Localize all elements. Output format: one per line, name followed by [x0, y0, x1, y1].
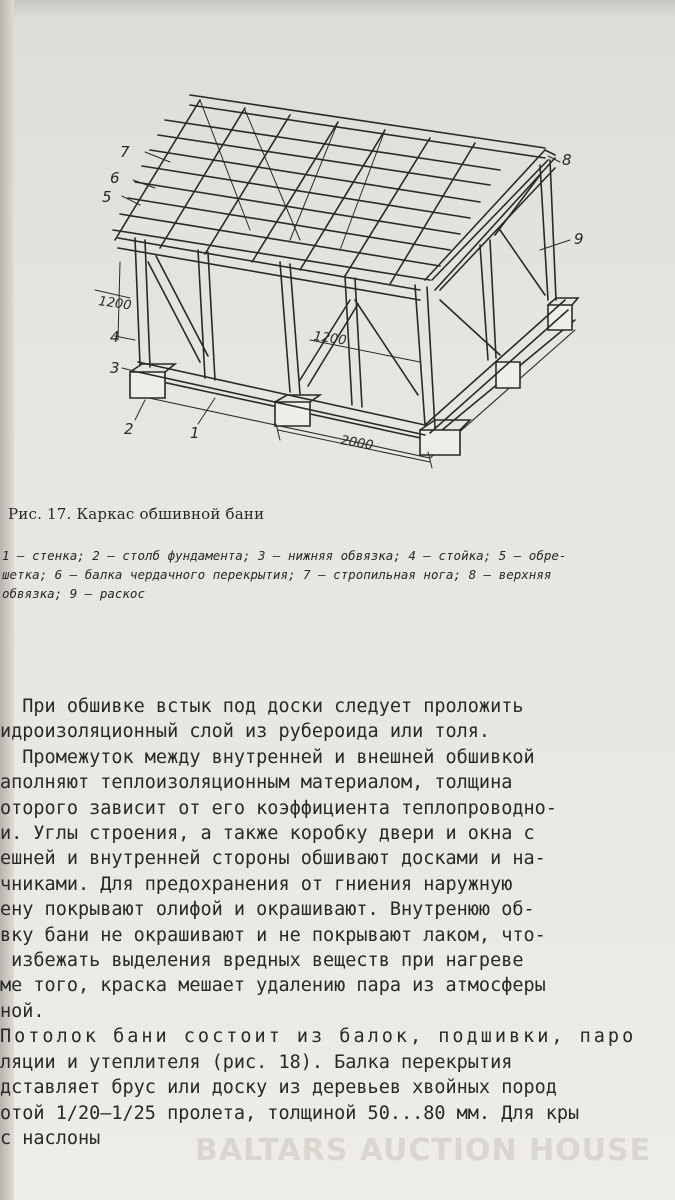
body-line: Промежуток между внутренней и внешней обшивкой — [0, 746, 535, 768]
label-2: 2 — [124, 420, 134, 438]
body-line: ме того, краска мешает удалению пара из атмосферы — [0, 975, 546, 997]
legend-line: обвязка; 9 — раскос — [2, 586, 145, 601]
label-9: 9 — [574, 230, 584, 248]
top-shadow — [0, 0, 675, 18]
legend-line: 1 — стенка; 2 — столб фундамента; 3 — нижняя обвязка; 4 — стойка; 5 — обре- — [2, 548, 567, 563]
dimension-bottom: 2000 — [339, 433, 375, 454]
body-line: чниками. Для предохранения от гниения наружную — [0, 873, 513, 895]
label-1: 1 — [190, 424, 200, 442]
body-line: с наслоны — [0, 1127, 101, 1149]
figure-legend — [2, 546, 675, 603]
dimension-center: 1200 — [312, 329, 348, 349]
frame-drawing — [0, 80, 675, 480]
body-line: оторого зависит от его коэффициента теплопроводно- — [0, 797, 557, 819]
label-5: 5 — [102, 188, 112, 206]
body-line: ной. — [0, 1000, 45, 1022]
body-line: аполняют теплоизоляционным материалом, толщина — [0, 772, 513, 794]
label-4: 4 — [110, 328, 120, 346]
watermark: BALTARS AUCTION HOUSE — [195, 1133, 652, 1168]
body-text — [0, 694, 675, 1151]
body-line: и. Углы строения, а также коробку двери и окна с — [0, 823, 535, 845]
label-6: 6 — [110, 169, 120, 187]
label-8: 8 — [562, 151, 572, 169]
body-line: идроизоляционный слой из рубероида или толя. — [0, 721, 491, 743]
dimension-left: 1200 — [97, 294, 133, 314]
label-3: 3 — [110, 359, 120, 377]
label-7: 7 — [120, 143, 130, 161]
body-line: дставляет брус или доску из деревьев хвойных пород — [0, 1077, 557, 1099]
body-line: вку бани не окрашивают и не покрывают лаком, что- — [0, 924, 546, 946]
figure-sauna-frame — [0, 80, 675, 480]
body-line: избежать выделения вредных веществ при нагреве — [0, 950, 524, 972]
body-line: ляции и утеплителя (рис. 18). Балка перекрытия — [0, 1051, 513, 1073]
body-line: отой 1/20—1/25 пролета, толщиной 50...80 мм. Для кры — [0, 1102, 580, 1124]
body-line: При обшивке встык под доски следует проложить — [0, 696, 524, 717]
body-line: ешней и внутренней стороны обшивают досками и на- — [0, 848, 546, 870]
legend-line: шетка; 6 — балка чердачного перекрытия; 7 — стропильная нога; 8 — верхняя — [2, 567, 552, 582]
body-line: ену покрывают олифой и окрашивают. Внутренюю об- — [0, 899, 535, 921]
body-line: Потолок бани состоит из балок, подшивки, паро — [0, 1026, 637, 1048]
figure-caption: Рис. 17. Каркас обшивной бани — [8, 505, 265, 523]
